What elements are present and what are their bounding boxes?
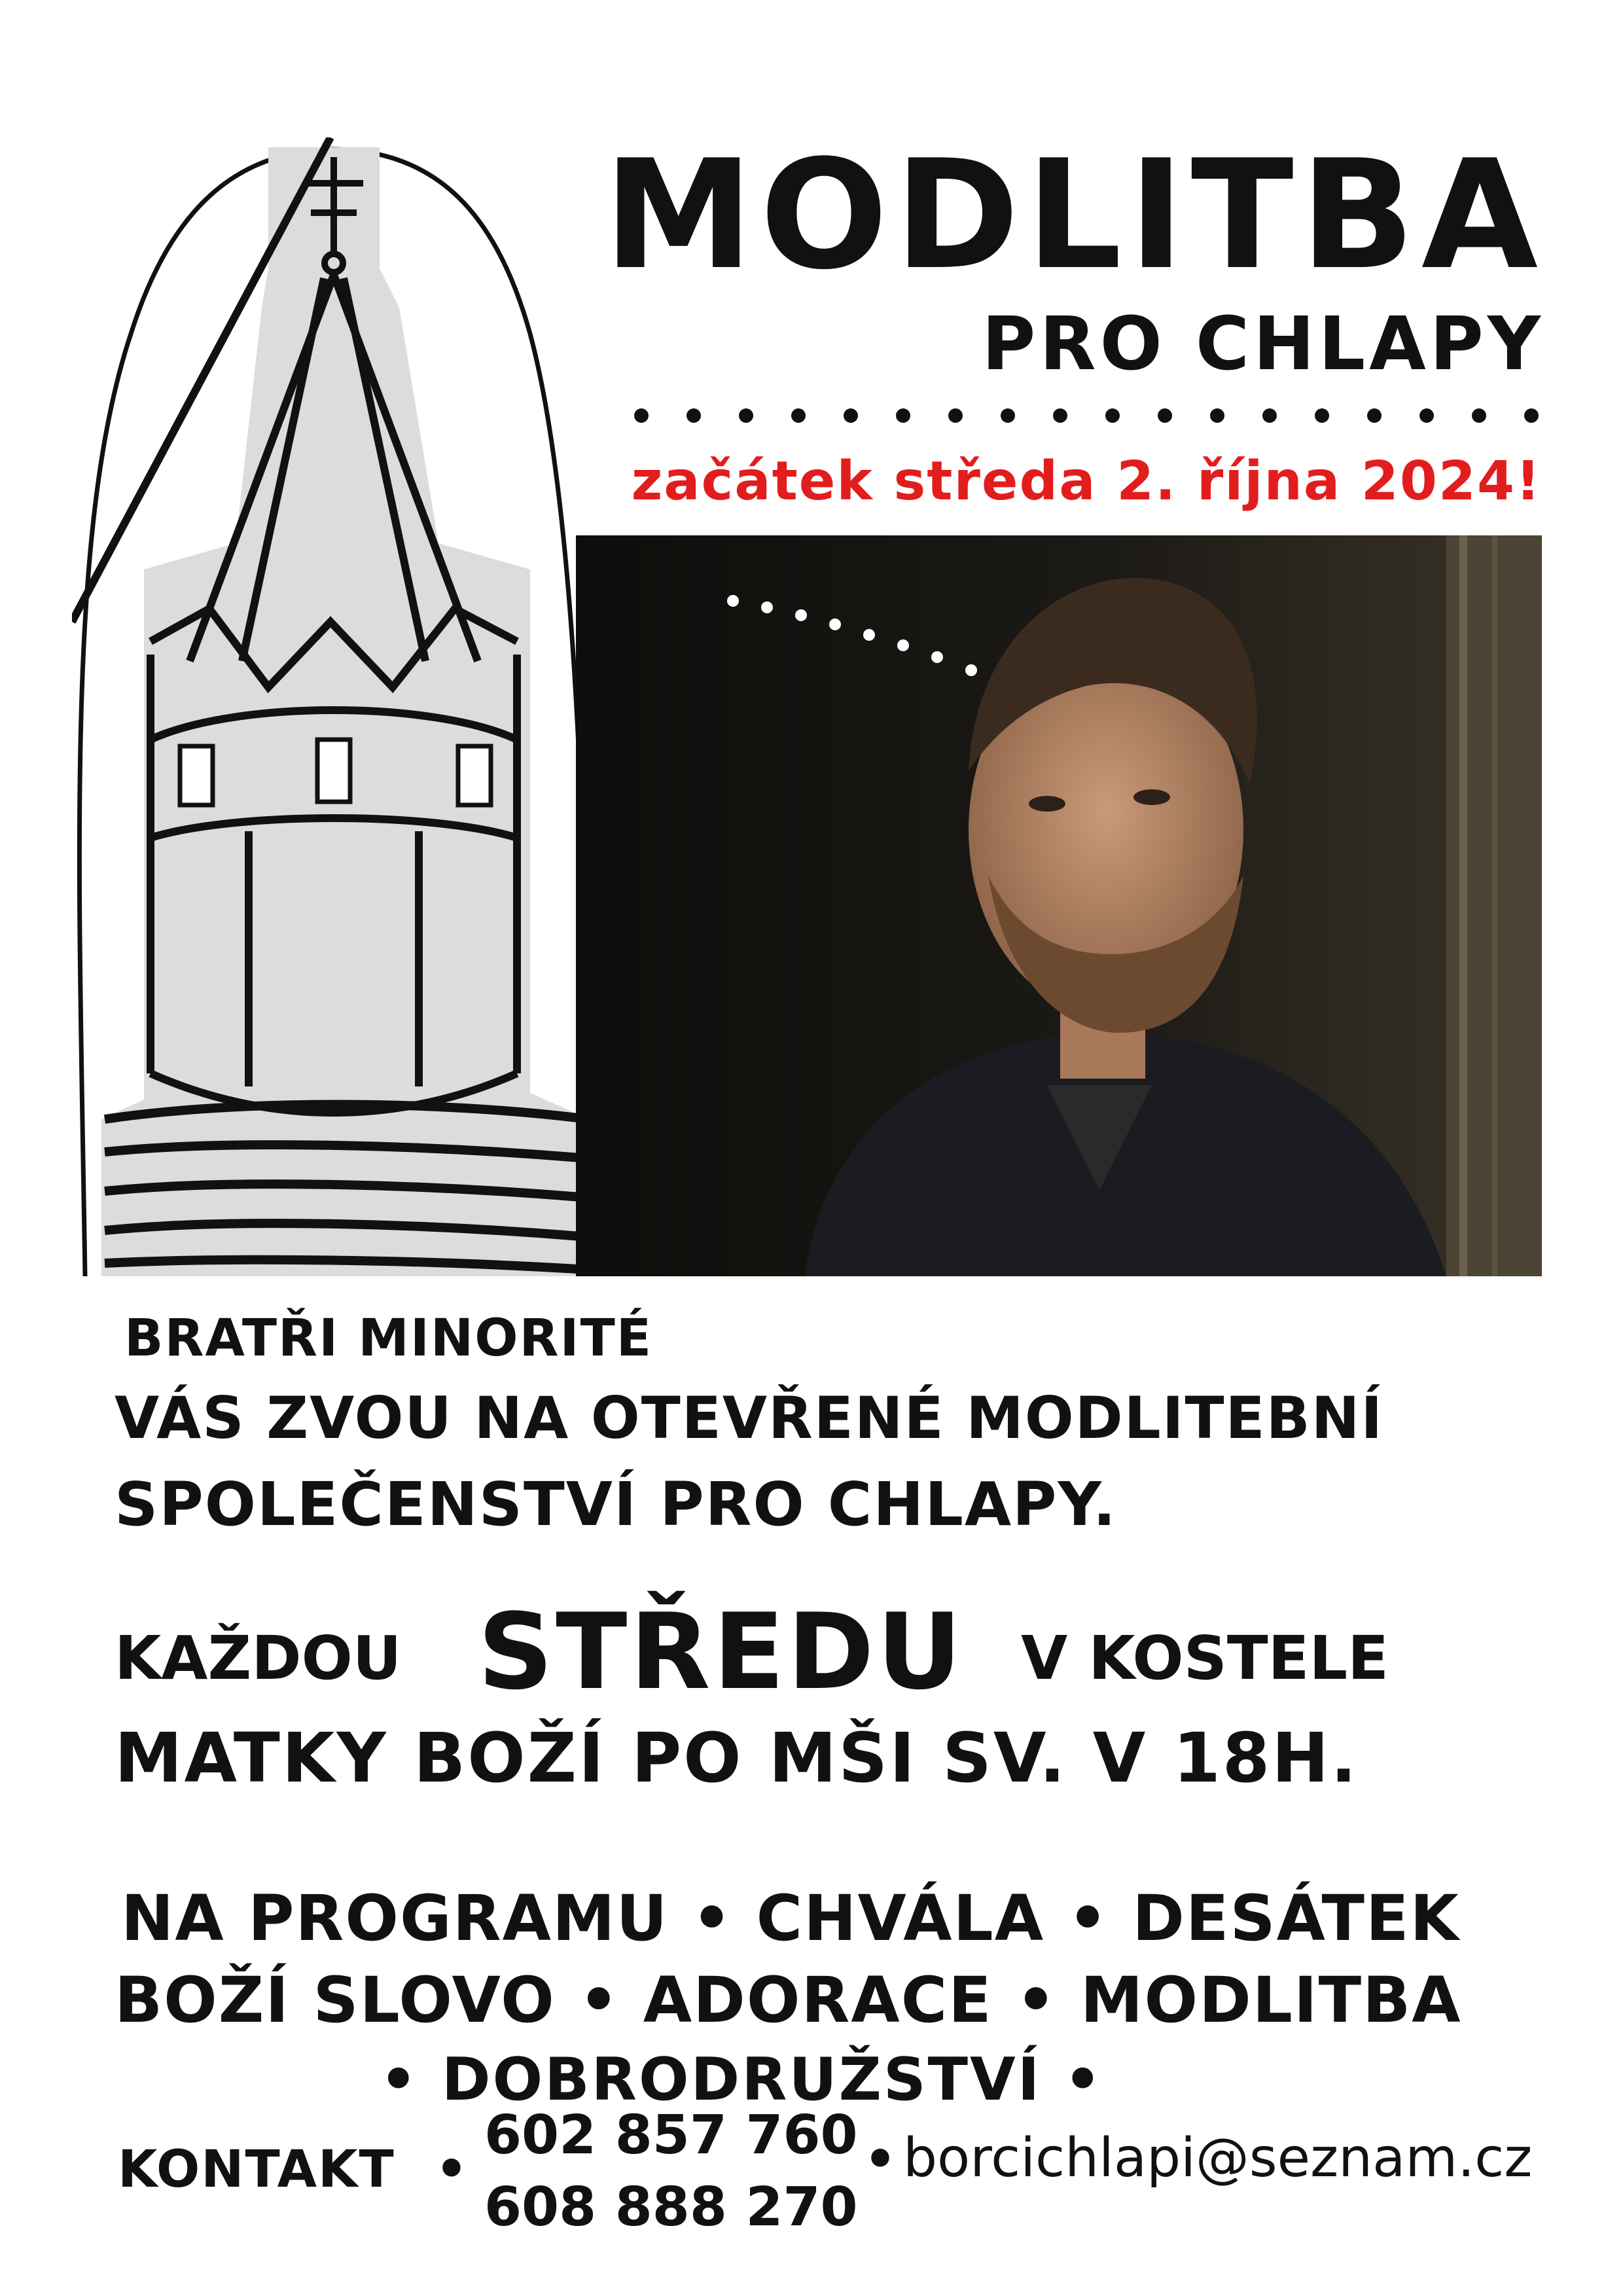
invitation-line-open-prayer: VÁS ZVOU NA OTEVŘENÉ MODLITEBNÍ (115, 1384, 1384, 1452)
man-portrait-photo (576, 535, 1542, 1276)
program-line-2: BOŽÍ SLOVO • ADORACE • MODLITBA (115, 1964, 1462, 2037)
poster-subtitle: PRO CHLAPY (982, 302, 1544, 387)
contact-email-link[interactable]: borcichlapi@seznam.cz (903, 2127, 1533, 2189)
invitation-line-brothers: BRATŘI MINORITÉ (124, 1309, 653, 1368)
schedule-place-start: V KOSTELE (1021, 1623, 1389, 1693)
contact-separator: • (864, 2130, 897, 2189)
schedule-every: KAŽDOU (115, 1623, 402, 1693)
schedule-day-highlight: STŘEDU (478, 1590, 965, 1713)
contact-phone-2[interactable]: 608 888 270 (484, 2176, 858, 2238)
schedule-place-time: MATKY BOŽÍ PO MŠI SV. V 18H. (115, 1718, 1359, 1798)
dotted-divider (628, 403, 1544, 429)
contact-separator: • (435, 2140, 468, 2199)
contact-phone-1[interactable]: 602 857 760 (484, 2104, 858, 2166)
start-date-note: začátek středa 2. října 2024! (631, 450, 1542, 512)
poster-title: MODLITBA (603, 128, 1544, 303)
church-tower-illustration (72, 137, 596, 1276)
program-line-1: NA PROGRAMU • CHVÁLA • DESÁTEK (121, 1882, 1460, 1955)
program-line-3: • DOBRODRUŽSTVÍ • (380, 2045, 1104, 2114)
contact-label: KONTAKT (118, 2140, 395, 2199)
invitation-line-community: SPOLEČENSTVÍ PRO CHLAPY. (115, 1469, 1117, 1539)
